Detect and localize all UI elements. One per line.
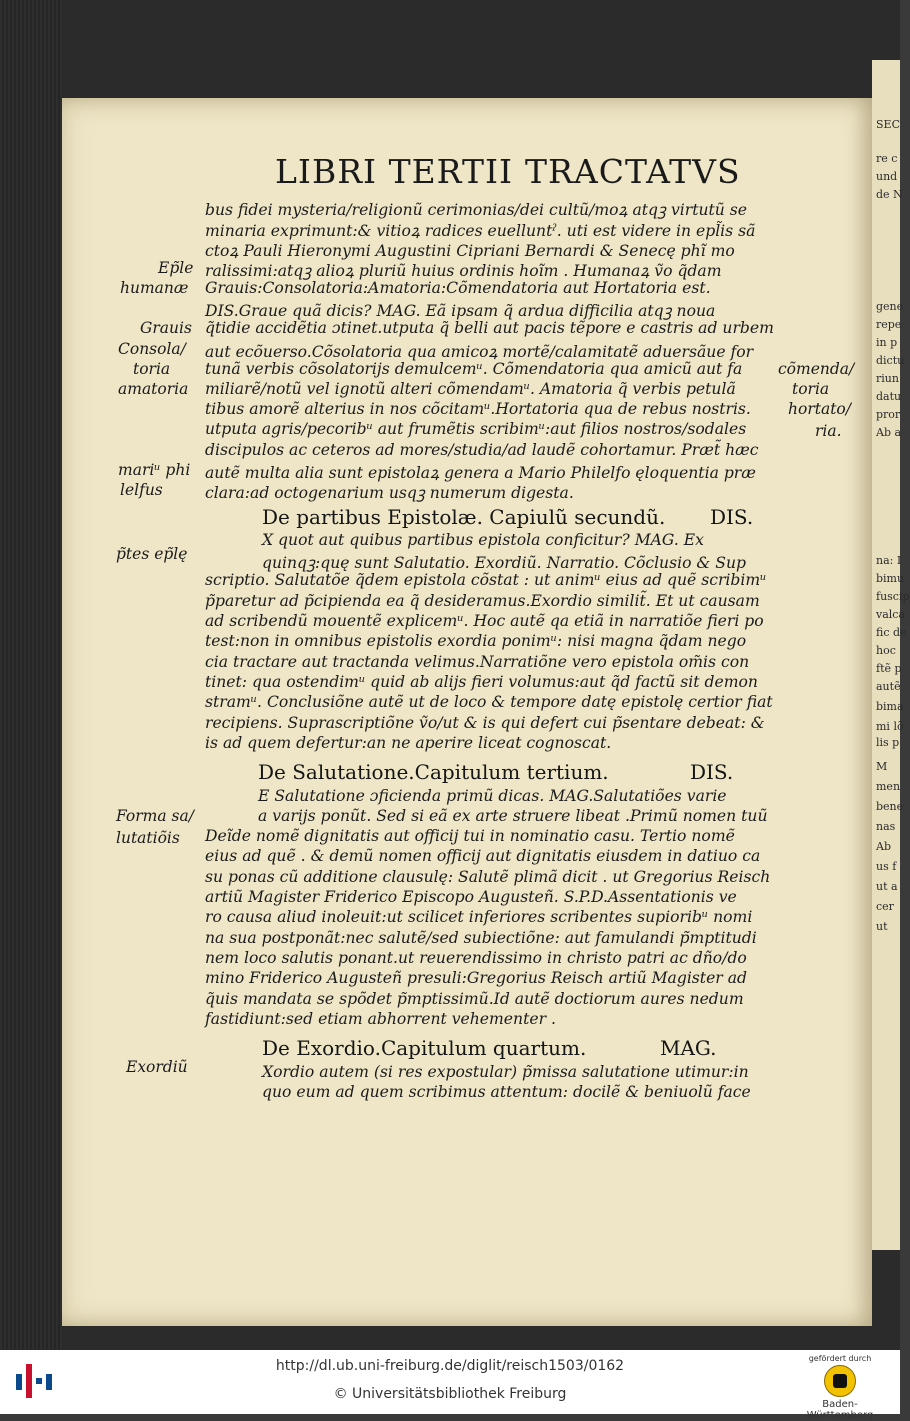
text-line: q̃tidie accidẽtia ɔtinet.utputa q̃ belli aut pacis tẽpore e castris ad urbem	[205, 319, 774, 337]
chapter-heading-speaker: DIS.	[690, 760, 734, 784]
text-line: tunã verbis cõsolatorijs demulcemᵘ. Cõmendatoria qua amicũ aut fa	[205, 360, 743, 378]
text-line: cia tractare aut tractanda velimus.Narratiõne vero epistola om̃is con	[205, 653, 750, 671]
margin-note-right: cõmenda/	[778, 360, 855, 378]
margin-note: Consola/	[118, 340, 186, 358]
text-line: clara:ad octogenarium usqꝫ numerum digesta.	[205, 484, 574, 502]
adjacent-page-text: cer	[876, 900, 894, 913]
text-line: stramᵘ. Conclusiõne autẽ ut de loco & tempore datę epistolę certior fiat	[205, 693, 773, 711]
text-line: miliarẽ/notũ vel ignotũ alteri cõmendamᵘ. Amatoria q̃ verbis petulã	[205, 380, 736, 398]
text-line: ctoꝝ Pauli Hieronymi Augustini Cipriani Bernardi & Senecę phĩ mo	[205, 242, 735, 260]
text-line: Deĩde nomẽ dignitatis aut officij tui in nominatio casu. Tertio nomẽ	[205, 827, 735, 845]
text-line: fastidiunt:sed etiam abhorrent vehementer .	[205, 1010, 556, 1028]
text-line: quo eum ad quem scribimus attentum: docilẽ & beniuolũ face	[262, 1083, 751, 1101]
adjacent-page-text: autẽ	[876, 680, 901, 693]
text-line: is ad quem defertur:an ne aperire liceat cognoscat.	[205, 734, 612, 752]
adjacent-page-text: pror	[876, 408, 901, 421]
margin-note: lelfus	[120, 481, 163, 499]
text-line: tinet: qua ostendimᵘ quid ab alijs fieri volumus:aut q̃d factũ sit demon	[205, 673, 758, 691]
text-line: aut ecõuerso.Cõsolatoria qua amicoꝝ mortẽ/calamitatẽ aduersãue for	[205, 343, 754, 361]
margin-note-right: ria.	[815, 422, 842, 440]
viewer-footer	[0, 1350, 900, 1421]
adjacent-page-text: ftẽ p	[876, 662, 902, 675]
adjacent-page-text: datu	[876, 390, 902, 403]
adjacent-page-text: Ab	[876, 840, 891, 853]
adjacent-page-text: fic de	[876, 626, 907, 639]
text-line: discipulos ac ceteros ad mores/studia/ad laudẽ cohortamur. Præt̃ hæc	[205, 441, 759, 459]
text-line: eius ad quẽ . & demũ nomen officij aut dignitatis eiusdem in datiuo ca	[205, 847, 761, 865]
adjacent-page-text: mi lõ	[876, 720, 904, 733]
text-line: tibus amorẽ alterius in nos cõcitamᵘ.Hortatoria qua de rebus nostris.	[205, 400, 751, 418]
margin-note: Exordiũ	[126, 1058, 188, 1076]
permalink-url[interactable]: http://dl.ub.uni-freiburg.de/diglit/reisch1503/0162	[275, 1358, 625, 1374]
adjacent-page-text: ut	[876, 920, 888, 933]
adjacent-page-text: ut a	[876, 880, 898, 893]
margin-note-right: toria	[792, 380, 830, 398]
adjacent-page-text: nas	[876, 820, 896, 833]
text-line: mino Friderico Augusteñ presuli:Gregorius Reisch artiũ Magister ad	[205, 969, 747, 987]
margin-note: Ep̃le	[158, 259, 194, 277]
text-line: test:non in omnibus epistolis exordia ponimᵘ: nisi magna q̃dam nego	[205, 632, 747, 650]
adjacent-page-text: riun	[876, 372, 899, 385]
adjacent-page-text: und	[876, 170, 898, 183]
adjacent-page-text: dictu	[876, 354, 905, 367]
text-line: DIS.Graue quã dicis? MAG. Eã ipsam q̃ ardua difficilia atqꝫ noua	[205, 302, 716, 320]
adjacent-page-text: re c	[876, 152, 898, 165]
adjacent-page-text: us f	[876, 860, 897, 873]
text-line: minaria exprimunt:& vitioꝝ radices euelluntˀ. uti est videre in epl̃is sã	[205, 222, 756, 240]
text-line: q̃uis mandata se spõdet p̃mptissimũ.Id autẽ doctiorum aures nedum	[205, 990, 744, 1008]
chapter-heading-speaker: DIS.	[710, 505, 754, 529]
margin-note: humanæ	[120, 279, 189, 297]
adjacent-page-text: valca	[876, 608, 906, 621]
chapter-heading: De partibus Epistolæ. Capiulũ secundũ.	[262, 505, 666, 529]
sponsor-badge	[790, 1354, 890, 1421]
text-line: scriptio. Salutatõe q̃dem epistola cõstat : ut animᵘ eius ad quẽ scribimᵘ	[205, 571, 767, 589]
margin-note: mariᵘ phi	[118, 461, 191, 479]
text-line: a varijs ponũt. Sed si eã ex arte struere libeat .Primũ nomen tuũ	[258, 807, 768, 825]
chapter-heading: De Salutatione.Capitulum tertium.	[258, 760, 609, 784]
adjacent-page-text: gene	[876, 300, 904, 313]
state-seal-icon	[824, 1365, 856, 1397]
adjacent-page-text: bene	[876, 800, 904, 813]
sponsor-name: Baden-Württemberg	[806, 1399, 874, 1421]
text-line: X quot aut quibus partibus epistola conficitur? MAG. Ex	[262, 531, 704, 549]
text-line: su ponas cũ additione clausulę: Salutẽ plimã dicit . ut Gregorius Reisch	[205, 868, 771, 886]
margin-note: Forma sa/	[116, 807, 194, 825]
text-line: na sua postponãt:nec salutẽ/sed subiectiõne: aut famulandi p̃mptitudi	[205, 929, 757, 947]
text-line: ro causa aliud inoleuit:ut scilicet inferiores scribentes supioribᵘ nomi	[205, 908, 753, 926]
text-line: utputa agris/pecoribᵘ aut frumẽtis scribimᵘ:aut filios nostros/sodales	[205, 420, 747, 438]
adjacent-page-text: bima	[876, 700, 904, 713]
adjacent-page-text: Ab a	[876, 426, 902, 439]
adjacent-page-text: in p	[876, 336, 898, 349]
margin-note: lutatiõis	[116, 829, 180, 847]
margin-note-right: hortato/	[788, 400, 851, 418]
running-head-right: TRACTATVS	[525, 152, 741, 191]
text-line: p̃paretur ad p̃cipienda ea q̃ desideramus.Exordio similit̃. Et ut causam	[205, 592, 760, 610]
text-line: nem loco salutis ponant.ut reuerendissimo in christo patri ac dño/do	[205, 949, 747, 967]
adjacent-page-text: repe	[876, 318, 902, 331]
text-line: ad scribendũ mouentẽ explicemᵘ. Hoc autẽ qa etiã in narratiõe fieri po	[205, 612, 764, 630]
chapter-heading-speaker: MAG.	[660, 1036, 717, 1060]
chapter-heading: De Exordio.Capitulum quartum.	[262, 1036, 587, 1060]
text-line: Grauis:Consolatoria:Amatoria:Cõmendatoria aut Hortatoria est.	[205, 279, 711, 297]
margin-note: amatoria	[118, 380, 189, 398]
margin-note: toria	[133, 360, 171, 378]
copyright-notice: © Universitätsbibliothek Freiburg	[333, 1386, 567, 1402]
adjacent-page-fragment	[872, 60, 910, 1250]
sponsor-caption: gefördert durch	[808, 1354, 872, 1363]
adjacent-page-text: na: I	[876, 554, 902, 567]
book-cover-edge	[0, 0, 62, 1350]
text-line: bus fidei mysteria/religionũ cerimonias/dei cultũ/moꝝ atqꝫ virtutũ se	[205, 201, 747, 219]
adjacent-page-text: SEC	[876, 118, 900, 131]
adjacent-page-text: lis p	[876, 736, 900, 749]
adjacent-page-text: fuscip	[876, 590, 910, 603]
adjacent-page-text: men	[876, 780, 901, 793]
text-line: autẽ multa alia sunt epistolaꝝ genera a Mario Philelfo ęloquentia præ	[205, 464, 756, 482]
text-line: ralissimi:atqꝫ alioꝝ pluriũ huius ordinis hoĩm . Humanaꝝ ṽo q̃dam	[205, 262, 722, 280]
adjacent-page-text: bimu	[876, 572, 905, 585]
text-line: E Salutatione ɔficienda primũ dicas. MAG.Salutatiões varie	[258, 787, 727, 805]
text-line: artiũ Magister Friderico Episcopo Augusteñ. S.P.D.Assentationis ve	[205, 888, 737, 906]
margin-note: Grauis	[140, 319, 192, 337]
text-line: Xordio autem (si res expostular) p̃missa salutatione utimur:in	[262, 1063, 749, 1081]
margin-note: p̃tes ep̃lę	[116, 545, 188, 563]
adjacent-page-text: hoc	[876, 644, 896, 657]
text-line: recipiens. Suprascriptiõne ṽo/ut & is qui defert cui p̃sentare debeat: &	[205, 714, 765, 732]
running-head-left: LIBRI TERTII	[275, 152, 514, 191]
adjacent-page-text: M	[876, 760, 888, 773]
text-line: quinqꝫ:quę sunt Salutatio. Exordiũ. Narratio. Cõclusio & Sup	[262, 554, 746, 572]
adjacent-page-text: de N	[876, 188, 903, 201]
